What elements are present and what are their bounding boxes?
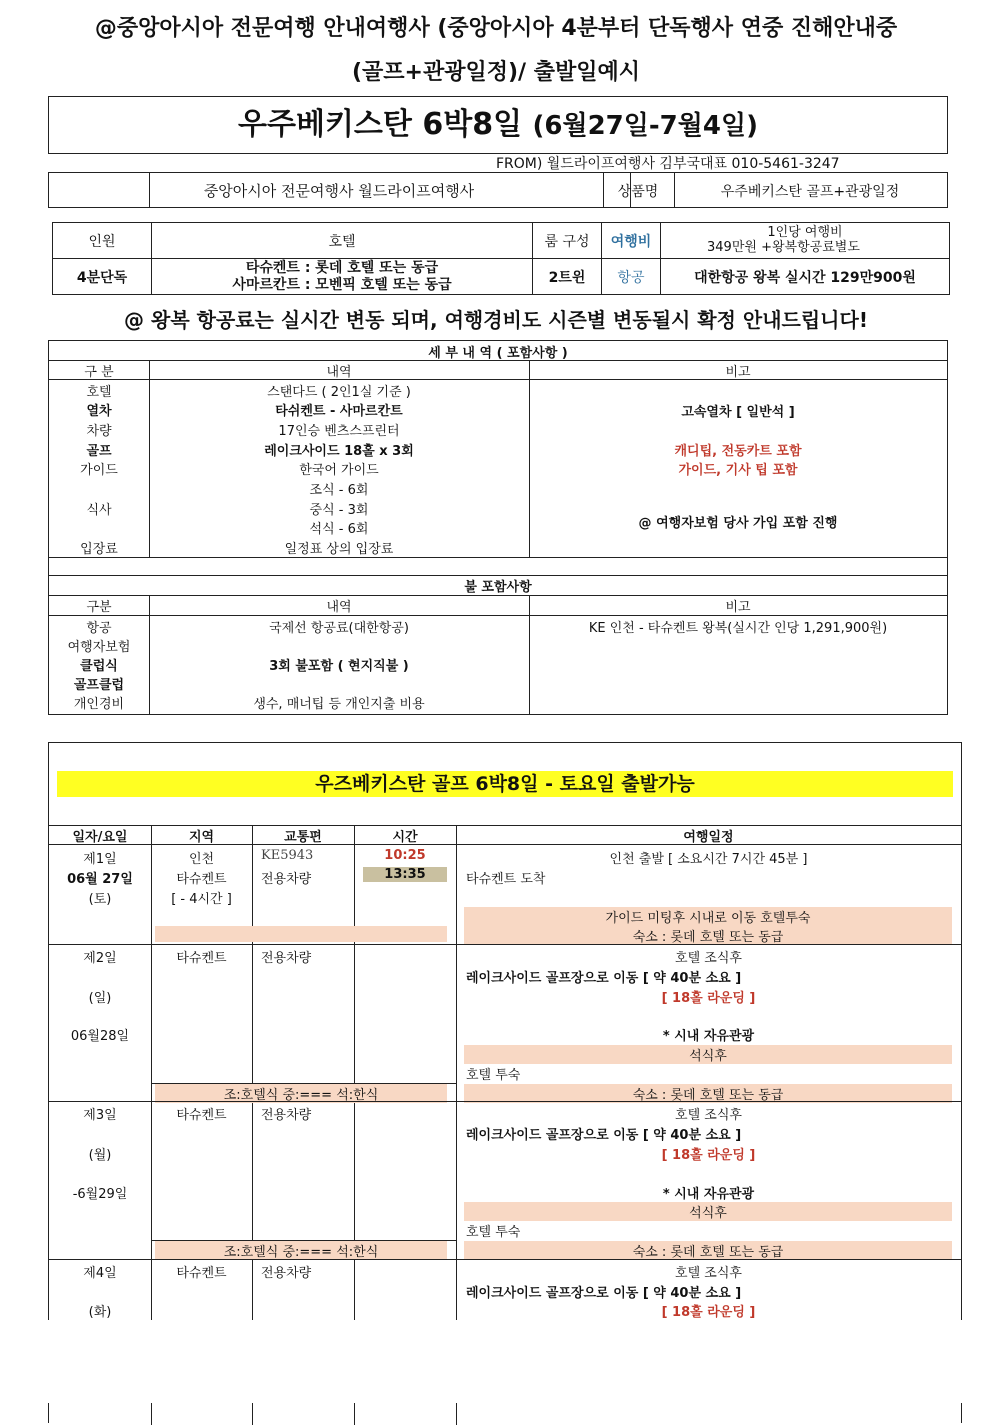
included-cat-8: 입장료 xyxy=(80,542,118,557)
excluded-detail-4: 생수, 매너팁 등 개인지출 비용 xyxy=(253,697,425,712)
included-cat-1: 열차 xyxy=(86,404,112,419)
day3-date: -6월29일 xyxy=(72,1187,128,1202)
included-detail-6: 중식 - 3회 xyxy=(309,503,369,518)
excluded-detail-2: 3회 불포함 ( 현지직불 ) xyxy=(269,659,409,674)
title-main: 우주베키스탄 6박8일 xyxy=(238,107,533,142)
included-note-4: 가이드, 기사 팁 포함 xyxy=(678,463,798,478)
itin-h-region: 지역 xyxy=(188,830,215,845)
day2-date: 06월28일 xyxy=(70,1029,130,1044)
excluded-h-category: 구분 xyxy=(86,600,112,615)
day3-schedule-1: 호텔 조식후 xyxy=(675,1108,742,1123)
day1-schedule-3: 가이드 미팅후 시내로 이동 호텔투숙 xyxy=(464,907,952,926)
day3-lodging: 숙소 : 롯데 호텔 또는 동급 xyxy=(464,1241,952,1260)
day1-time-1: 10:25 xyxy=(384,848,426,863)
day4-region: 타슈켄트 xyxy=(176,1266,227,1281)
day3-schedule-2: 레이크사이드 골프장으로 이동 [ 약 40분 소요 ] xyxy=(466,1128,742,1143)
included-detail-2: 17인승 벤츠스프린터 xyxy=(278,424,400,439)
agency-name: 중앙아시아 전문여행사 월드라이프여행사 xyxy=(203,182,475,200)
summary-table xyxy=(52,222,950,295)
included-insurance-note: @ 여행자보험 당사 가입 포함 진행 xyxy=(638,516,838,531)
day2-schedule-3: [ 18홀 라운딩 ] xyxy=(661,991,756,1006)
day2-label: 제2일 xyxy=(83,951,117,966)
summary-header-people: 인원 xyxy=(53,223,152,259)
day1-date: 06월 27일 xyxy=(67,872,133,887)
day2-schedule-4: * 시내 자유관광 xyxy=(662,1029,755,1044)
excluded-section xyxy=(48,556,948,715)
day2-meals: 조:호텔식 중:=== 석:한식 xyxy=(155,1084,447,1103)
product-label: 상품명 xyxy=(617,184,659,200)
title-dates: (6월27일-7월4일) xyxy=(532,111,758,141)
header-line-1: @중앙아시아 전문여행 안내여행사 (중앙아시아 4분부터 단독행사 연중 진해안내중 xyxy=(94,16,898,41)
itinerary-banner: 우즈베키스탄 골프 6박8일 - 토요일 출발가능 xyxy=(57,771,953,797)
day3-schedule-3: [ 18홀 라운딩 ] xyxy=(661,1148,756,1163)
summary-airline: 대한항공 왕복 실시간 129만900원 xyxy=(661,259,950,295)
included-detail-4: 한국어 가이드 xyxy=(299,463,379,478)
day1-region-2: 타슈켄트 xyxy=(176,872,227,887)
itin-h-day: 일자/요일 xyxy=(72,830,128,845)
day4-schedule-3: [ 18홀 라운딩 ] xyxy=(661,1305,756,1320)
day2-lodging: 숙소 : 롯데 호텔 또는 동급 xyxy=(464,1084,952,1103)
day1-dow: (토) xyxy=(88,892,112,907)
included-detail-1: 타쉬켄트 - 사마르칸트 xyxy=(275,404,403,419)
summary-price-cell xyxy=(661,223,950,259)
day1-lodging: 숙소 : 롯데 호텔 또는 동급 xyxy=(464,926,952,945)
excluded-note-0: KE 인천 - 타슈켄트 왕복(실시간 인당 1,291,900원) xyxy=(588,621,888,636)
summary-header-cost: 여행비 xyxy=(602,223,661,259)
excluded-h-note: 비고 xyxy=(725,600,751,615)
excluded-cat-1: 여행자보험 xyxy=(67,640,131,655)
day3-schedule-6: 호텔 투숙 xyxy=(466,1225,521,1240)
from-contact: FROM) 월드라이프여행사 김부국대표 010-5461-3247 xyxy=(496,156,840,172)
included-detail-5: 조식 - 6회 xyxy=(309,483,369,498)
day3-schedule-5: 석식후 xyxy=(464,1202,952,1221)
summary-hotel-2: 사마르칸트 : 모벤픽 호텔 또는 동급 xyxy=(232,276,452,293)
summary-hotel-1: 타슈켄트 : 롯데 호텔 또는 동급 xyxy=(245,259,439,276)
day2-vehicle: 전용차량 xyxy=(261,951,312,966)
price-notice: @ 왕복 항공료는 실시간 변동 되며, 여행경비도 시즌별 변동될시 확정 안내드립니다! xyxy=(124,308,868,332)
included-section xyxy=(48,340,948,558)
included-detail-3: 레이크사이드 18홀 x 3회 xyxy=(264,444,414,459)
included-note-1: 고속열차 [ 일반석 ] xyxy=(681,405,795,420)
included-detail-8: 일정표 상의 입장료 xyxy=(284,542,394,557)
included-cat-4: 가이드 xyxy=(80,463,118,478)
included-cat-0: 호텔 xyxy=(86,385,112,400)
day2-schedule-2: 레이크사이드 골프장으로 이동 [ 약 40분 소요 ] xyxy=(466,971,742,986)
included-detail-0: 스탠다드 ( 2인1실 기준 ) xyxy=(267,385,411,400)
itin-h-schedule: 여행일정 xyxy=(683,830,734,845)
day3-dow: (월) xyxy=(88,1148,112,1163)
day3-region: 타슈켄트 xyxy=(176,1108,227,1123)
excluded-detail-0: 국제선 항공료(대한항공) xyxy=(269,621,409,636)
day1-flight: KE5943 xyxy=(261,848,314,863)
day4-schedule-2: 레이크사이드 골프장으로 이동 [ 약 40분 소요 ] xyxy=(466,1286,742,1301)
day4-dow: (화) xyxy=(88,1305,112,1320)
included-h-detail: 내역 xyxy=(326,365,352,380)
title-box xyxy=(48,96,948,154)
itin-h-time: 시간 xyxy=(392,830,418,845)
included-h-note: 비고 xyxy=(725,365,751,380)
excluded-cat-3: 골프클럽 xyxy=(73,678,125,693)
price-value: 349만원 xyxy=(707,240,757,255)
day4-vehicle: 전용차량 xyxy=(261,1266,312,1281)
day1-label: 제1일 xyxy=(83,852,117,867)
day3-vehicle: 전용차량 xyxy=(261,1108,312,1123)
included-h-category: 구 분 xyxy=(84,365,114,380)
day2-schedule-6: 호텔 투숙 xyxy=(466,1068,521,1083)
summary-people: 4분단독 xyxy=(53,259,152,295)
excluded-title: 불 포함사항 xyxy=(464,580,532,595)
day2-region: 타슈켄트 xyxy=(176,951,227,966)
included-detail-7: 석식 - 6회 xyxy=(309,522,369,537)
day1-meal-band xyxy=(155,926,447,942)
product-value: 우주베키스탄 골프+관광일정 xyxy=(720,184,900,200)
included-cat-3: 골프 xyxy=(86,444,112,459)
day4-schedule-1: 호텔 조식후 xyxy=(675,1266,742,1281)
page-bottom-blank xyxy=(0,1320,992,1403)
day3-label: 제3일 xyxy=(83,1108,117,1123)
day1-region-3: [ - 4시간 ] xyxy=(171,892,232,907)
included-note-3: 캐디팁, 전동카트 포함 xyxy=(674,444,802,459)
page-title xyxy=(49,105,947,146)
day3-schedule-4: * 시내 자유관광 xyxy=(662,1187,755,1202)
excluded-h-detail: 내역 xyxy=(326,600,352,615)
excluded-cat-0: 항공 xyxy=(86,621,112,636)
day1-vehicle: 전용차량 xyxy=(261,872,312,887)
day2-schedule-5: 석식후 xyxy=(464,1045,952,1064)
header-line-2: (골프+관광일정)/ 출발일예시 xyxy=(351,60,640,85)
price-note: 1인당 여행비 xyxy=(767,225,843,240)
summary-header-hotel: 호텔 xyxy=(152,223,533,259)
summary-room: 2트윈 xyxy=(533,259,602,295)
excluded-cat-4: 개인경비 xyxy=(73,697,125,712)
included-cat-2: 차량 xyxy=(86,424,112,439)
day2-schedule-1: 호텔 조식후 xyxy=(675,951,742,966)
agency-row xyxy=(48,172,948,208)
excluded-cat-2: 클럽식 xyxy=(80,659,118,674)
day4-label: 제4일 xyxy=(83,1266,117,1281)
day2-dow: (일) xyxy=(88,991,112,1006)
airfare-note: +왕복항공료별도 xyxy=(761,240,860,255)
day1-schedule-1: 인천 출발 [ 소요시간 7시간 45분 ] xyxy=(609,852,808,867)
itin-h-transport: 교통편 xyxy=(284,830,322,845)
day1-schedule-2: 타슈켄트 도착 xyxy=(466,872,546,887)
day1-time-2: 13:35 xyxy=(363,867,447,882)
summary-header-room: 룸 구성 xyxy=(533,223,602,259)
included-title: 세 부 내 역 ( 포함사항 ) xyxy=(428,346,568,361)
included-cat-6: 식사 xyxy=(86,503,112,518)
day3-meals: 조:호텔식 중:=== 석:한식 xyxy=(155,1241,447,1260)
summary-cost-type: 항공 xyxy=(602,259,661,295)
day1-region-1: 인천 xyxy=(188,852,215,867)
